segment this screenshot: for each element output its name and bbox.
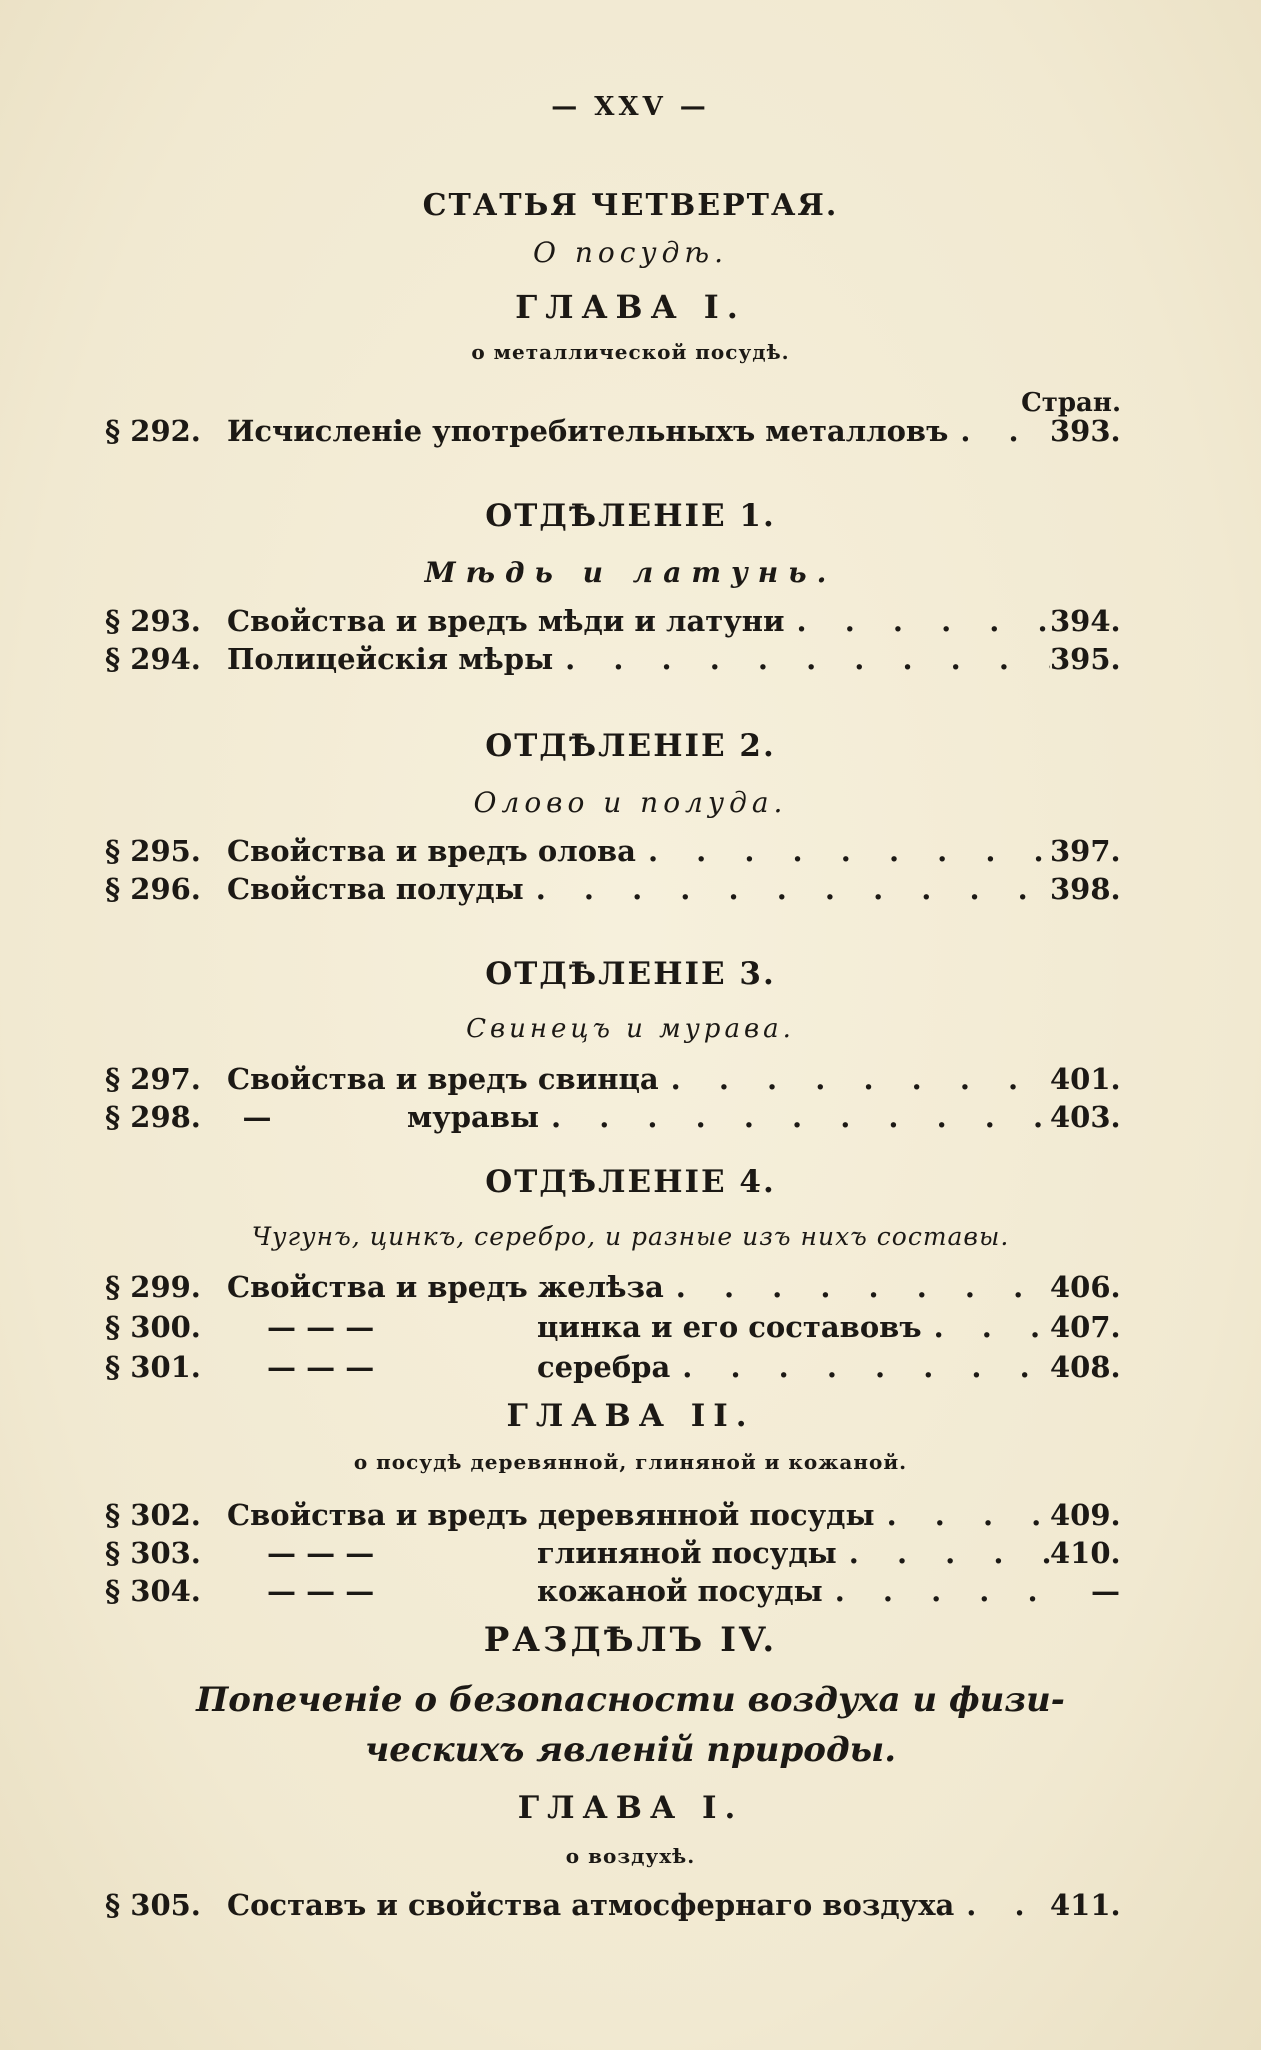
chapter-1-subtitle: о металлической посудѣ. xyxy=(471,340,790,364)
division-3-title: ОТДѢЛЕНІЕ 3. xyxy=(485,956,776,992)
toc-entry-301[interactable] xyxy=(105,1350,1120,1390)
leader-dots xyxy=(553,642,1050,676)
part-subtitle-line-1: Попеченіе о безопасности воздуха и физи- xyxy=(196,1680,1065,1720)
section-number: § 296. xyxy=(105,872,201,906)
page-number: 407. xyxy=(1050,1310,1121,1344)
section-number: § 295. xyxy=(105,834,201,868)
chapter-3-subtitle: о воздухѣ. xyxy=(565,1844,696,1868)
page-number: 403. xyxy=(1050,1100,1121,1134)
section-number: § 297. xyxy=(105,1062,201,1096)
article-subtitle: О посудѣ. xyxy=(532,236,729,269)
section-number: § 294. xyxy=(105,642,201,676)
page-number: 409. xyxy=(1050,1498,1121,1532)
page-number: 397. xyxy=(1050,834,1121,868)
entry-title: Исчисленіе употребительныхъ металловъ xyxy=(227,414,949,448)
page-header: — XXV — xyxy=(551,92,710,122)
toc-entry-299[interactable] xyxy=(105,1270,1120,1310)
division-1-title: ОТДѢЛЕНІЕ 1. xyxy=(485,498,776,534)
toc-entry-298[interactable] xyxy=(105,1100,1120,1140)
chapter-3-title: ГЛАВА I. xyxy=(517,1790,744,1826)
toc-entry-303[interactable] xyxy=(105,1536,1120,1576)
toc-entry-300[interactable] xyxy=(105,1310,1120,1350)
toc-entry-302[interactable] xyxy=(105,1498,1120,1538)
section-number: § 302. xyxy=(105,1498,201,1532)
leader-dots xyxy=(922,1310,1050,1344)
entry-title: Свойства и вредъ мѣди и латуни xyxy=(227,604,785,638)
division-3-subtitle: Свинецъ и мурава. xyxy=(466,1014,795,1044)
ditto-dash: — — — xyxy=(267,1310,375,1344)
page-number: 411. xyxy=(1050,1888,1121,1922)
part-subtitle-line-2: ческихъ явленій природы. xyxy=(364,1730,897,1770)
leader-dots xyxy=(837,1536,1050,1570)
division-4-subtitle: Чугунъ, цинкъ, серебро, и разные изъ нихъ составы. xyxy=(251,1222,1010,1251)
toc-entry-297[interactable] xyxy=(105,1062,1120,1102)
toc-entry-292[interactable] xyxy=(105,414,1120,454)
toc-entry-305[interactable] xyxy=(105,1888,1120,1928)
entry-title: Свойства и вредъ деревянной посуды xyxy=(227,1498,875,1532)
chapter-2-title: ГЛАВА II. xyxy=(506,1398,755,1434)
entry-title: Составъ и свойства атмосфернаго воздуха xyxy=(227,1888,955,1922)
page-number: — xyxy=(1091,1574,1120,1608)
entry-title: серебра xyxy=(537,1350,671,1384)
toc-entry-296[interactable] xyxy=(105,872,1120,912)
toc-entry-294[interactable] xyxy=(105,642,1120,682)
page-number: 410. xyxy=(1050,1536,1121,1570)
division-1-subtitle: Мѣдь и латунь. xyxy=(424,556,837,589)
entry-title: муравы xyxy=(407,1100,540,1134)
section-number: § 293. xyxy=(105,604,201,638)
page-number: 398. xyxy=(1050,872,1121,906)
leader-dots xyxy=(664,1270,1050,1304)
leader-dots xyxy=(785,604,1050,638)
leader-dots xyxy=(670,1350,1050,1384)
toc-entry-304[interactable] xyxy=(105,1574,1120,1614)
leader-dots xyxy=(948,414,1050,448)
section-number: § 303. xyxy=(105,1536,201,1570)
page-number: 393. xyxy=(1050,414,1121,448)
section-number: § 299. xyxy=(105,1270,201,1304)
leader-dots xyxy=(659,1062,1050,1096)
section-number: § 305. xyxy=(105,1888,201,1922)
leader-dots xyxy=(875,1498,1050,1532)
ditto-dash: — — — xyxy=(267,1350,375,1384)
leader-dots xyxy=(539,1100,1050,1134)
entry-title: Свойства и вредъ свинца xyxy=(227,1062,659,1096)
section-number: § 298. xyxy=(105,1100,201,1134)
entry-title: Полицейскія мѣры xyxy=(227,642,554,676)
page-number: 406. xyxy=(1050,1270,1121,1304)
section-number: § 301. xyxy=(105,1350,201,1384)
entry-title: Свойства и вредъ олова xyxy=(227,834,636,868)
leader-dots xyxy=(823,1574,1050,1608)
leader-dots xyxy=(524,872,1050,906)
division-2-title: ОТДѢЛЕНІЕ 2. xyxy=(485,728,776,764)
page-number: 394. xyxy=(1050,604,1121,638)
entry-title: Свойства и вредъ желѣза xyxy=(227,1270,664,1304)
section-number: § 300. xyxy=(105,1310,201,1344)
part-title: РАЗДѢЛЪ IV. xyxy=(483,1620,778,1660)
entry-title: цинка и его составовъ xyxy=(537,1310,922,1344)
page-number: 408. xyxy=(1050,1350,1121,1384)
ditto-dash: — — — xyxy=(267,1536,375,1570)
ditto-dash: — xyxy=(242,1100,272,1134)
entry-title: Свойства полуды xyxy=(227,872,524,906)
division-4-title: ОТДѢЛЕНІЕ 4. xyxy=(485,1164,776,1200)
leader-dots xyxy=(636,834,1050,868)
page-number: 395. xyxy=(1050,642,1121,676)
entry-title: глиняной посуды xyxy=(537,1536,837,1570)
entry-title: кожаной посуды xyxy=(537,1574,823,1608)
chapter-1-title: ГЛАВА I. xyxy=(515,288,746,326)
leader-dots xyxy=(954,1888,1050,1922)
page-column-label: Стран. xyxy=(1021,388,1121,418)
chapter-2-subtitle: о посудѣ деревянной, глиняной и кожаной. xyxy=(353,1450,908,1474)
ditto-dash: — — — xyxy=(267,1574,375,1608)
division-2-subtitle: Олово и полуда. xyxy=(473,786,788,819)
toc-entry-295[interactable] xyxy=(105,834,1120,874)
toc-entry-293[interactable] xyxy=(105,604,1120,644)
page-number: 401. xyxy=(1050,1062,1121,1096)
article-title: СТАТЬЯ ЧЕТВЕРТАЯ. xyxy=(422,188,839,223)
section-number: § 304. xyxy=(105,1574,201,1608)
section-number: § 292. xyxy=(105,414,201,448)
